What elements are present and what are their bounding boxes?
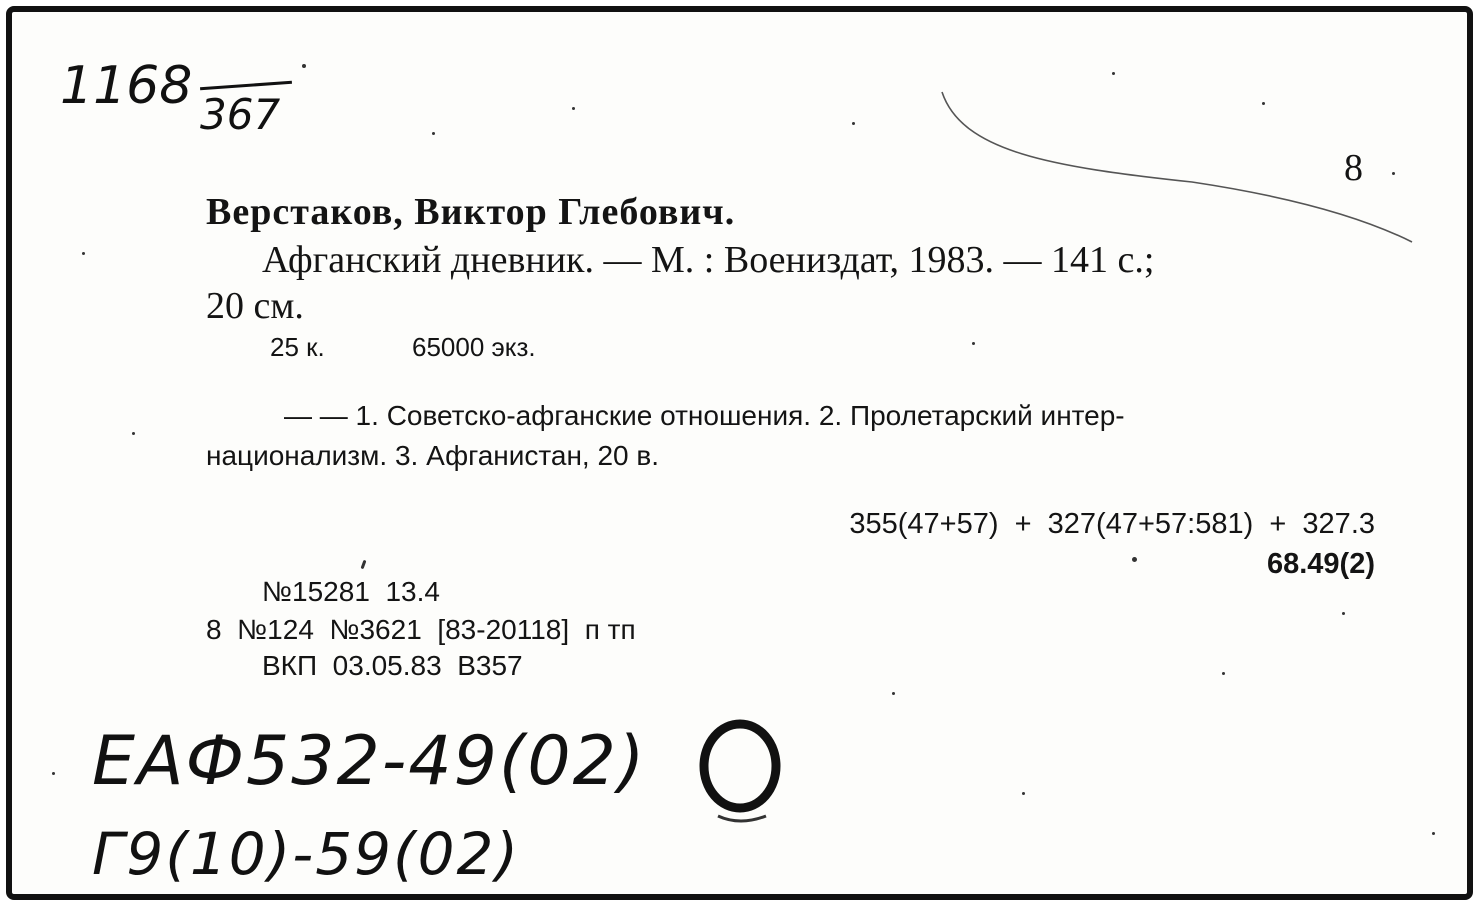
scan-speck xyxy=(1022,792,1025,795)
dimensions: 20 см. xyxy=(206,285,304,327)
scan-speck xyxy=(1432,832,1435,835)
scan-speck xyxy=(1342,612,1345,615)
registry-date: ВКП 03.05.83 В357 xyxy=(262,650,523,681)
scan-speck xyxy=(892,692,895,695)
scan-speck xyxy=(1112,72,1115,75)
scan-speck xyxy=(1132,557,1137,562)
handwritten-denominator: 367 xyxy=(200,90,281,139)
scan-speck xyxy=(132,432,135,435)
scan-speck xyxy=(852,122,855,125)
catalog-card xyxy=(6,6,1473,900)
author-heading: Верстаков, Виктор Глебович. xyxy=(206,191,736,233)
handwritten-number: 1168 xyxy=(60,56,193,116)
fraction-bar xyxy=(200,81,292,90)
scan-speck xyxy=(52,772,55,775)
scan-speck xyxy=(1222,672,1225,675)
scan-speck xyxy=(361,560,367,569)
scan-speck xyxy=(302,64,306,68)
classification-index-cont: 68.49(2) xyxy=(1266,548,1375,580)
handwritten-code: Г9(10)-59(02) xyxy=(92,820,521,888)
classification-index: 355(47+57) + 327(47+57:581) + 327.3 xyxy=(849,508,1375,540)
card-number: 8 xyxy=(1344,147,1363,189)
price: 25 к. xyxy=(270,332,325,362)
registry-details: 8 №124 №3621 [83-20118] п тп xyxy=(206,614,636,645)
print-run: 65000 экз. xyxy=(412,332,536,362)
scan-speck xyxy=(82,252,85,255)
scan-speck xyxy=(972,342,975,345)
scan-speck xyxy=(572,107,575,110)
handwritten-code: ЕАФ532-49(02) xyxy=(92,722,647,801)
subject-headings: — — 1. Советско-афганские отношения. 2. Пролетарский интер- xyxy=(284,400,1125,431)
scan-speck xyxy=(432,132,435,135)
subject-headings-cont: национализм. 3. Афганистан, 20 в. xyxy=(206,440,660,471)
registry-number: №15281 13.4 xyxy=(262,576,440,607)
title-statement: Афганский дневник. — М. : Воениздат, 1983. — 141 с.; xyxy=(262,239,1155,281)
punch-hole xyxy=(696,712,788,832)
